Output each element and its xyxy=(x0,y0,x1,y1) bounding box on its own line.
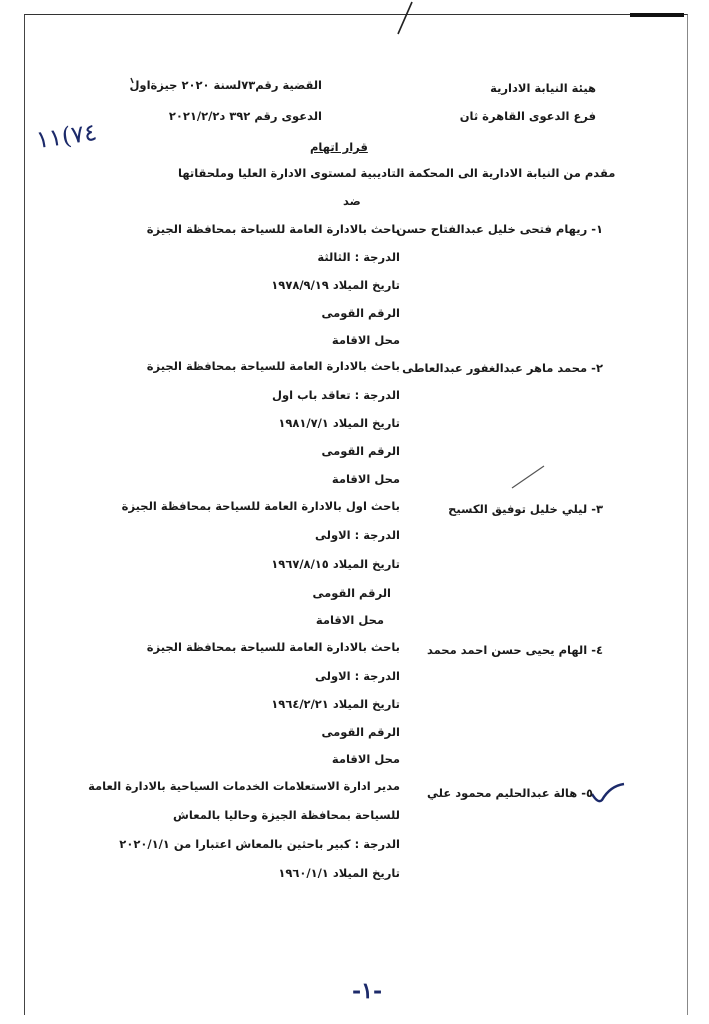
pen-tick-defendant-3 xyxy=(510,462,550,492)
defendant-job: مدير ادارة الاستعلامات الخدمات السياحية بالادارة العامة xyxy=(88,779,400,793)
against-label: ضد xyxy=(343,194,361,208)
defendant-birth: تاريخ الميلاد ١٩٦٠/١/١ xyxy=(278,866,400,880)
defendant-residence: محل الاقامة xyxy=(331,752,400,766)
defendant-grade: الدرجة : الثالثة xyxy=(317,250,400,264)
defendant-grade: الدرجة : كبير باحثين بالمعاش اعتبارا من ٢٠٢٠/١/١ xyxy=(119,837,400,851)
defendant-grade: الدرجة : الاولى xyxy=(315,669,400,683)
defendant-name: ٤- الهام يحيى حسن احمد محمد xyxy=(426,643,603,657)
defendant-job: باحث اول بالادارة العامة للسياحة بمحافظة الجيزة xyxy=(121,499,400,513)
branch-name: فرع الدعوى القاهرة ثان xyxy=(459,109,596,123)
defendant-birth: تاريخ الميلاد ١٩٨١/٧/١ xyxy=(278,416,400,430)
defendant-residence: محل الاقامة xyxy=(331,333,400,347)
defendant-national-id: الرقم القومى xyxy=(321,306,400,320)
defendant-birth: تاريخ الميلاد ١٩٦٤/٢/٢١ xyxy=(271,697,400,711)
page-number: -١- xyxy=(352,978,383,1004)
case-number: القضية رقم٧٣لسنة ٢٠٢٠ جيزةاول xyxy=(129,78,322,92)
defendant-name: ٥- هالة عبدالحليم محمود علي xyxy=(427,786,593,800)
pen-stroke-top xyxy=(390,0,420,40)
defendant-residence: محل الاقامة xyxy=(331,472,400,486)
defendant-name: ٢- محمد ماهر عبدالغفور عبدالعاطى xyxy=(402,361,603,375)
handwritten-margin-note: ٧٤)١١ xyxy=(34,117,99,155)
punch-mark xyxy=(628,10,688,20)
defendant-job: باحث بالادارة العامة للسياحة بمحافظة الجيزة xyxy=(146,222,400,236)
defendant-national-id: الرقم القومى xyxy=(321,725,400,739)
lawsuit-number: الدعوى رقم ٣٩٢ د٢٠٢١/٢/٢ xyxy=(168,109,322,123)
defendant-name: ١- ريهام فتحى خليل عبدالفتاح حسن xyxy=(396,222,603,236)
pen-checkmark-defendant-5 xyxy=(588,778,628,808)
defendant-residence: محل الاقامة xyxy=(315,613,384,627)
defendant-birth: تاريخ الميلاد ١٩٦٧/٨/١٥ xyxy=(271,557,400,571)
defendant-job-continued: للسياحة بمحافظة الجيزة وحاليا بالمعاش xyxy=(173,808,400,822)
defendant-name: ٣- ليلي خليل توفيق الكسيح xyxy=(448,502,603,516)
document-subtitle: مقدم من النيابة الادارية الى المحكمة التاديبية لمستوى الادارة العليا وملحقاتها xyxy=(178,166,616,180)
defendant-national-id: الرقم القومى xyxy=(321,444,400,458)
defendant-birth: تاريخ الميلاد ١٩٧٨/٩/١٩ xyxy=(271,278,400,292)
document-title: قرار اتهام xyxy=(310,140,368,154)
defendant-grade: الدرجة : تعاقد باب اول xyxy=(272,388,400,402)
org-name: هيئة النيابة الادارية xyxy=(490,81,596,95)
defendant-national-id: الرقم القومى xyxy=(312,586,391,600)
defendant-job: باحث بالادارة العامة للسياحة بمحافظة الجيزة xyxy=(146,640,400,654)
defendant-job: باحث بالادارة العامة للسياحة بمحافظة الجيزة xyxy=(146,359,400,373)
defendant-grade: الدرجة : الاولى xyxy=(315,528,400,542)
